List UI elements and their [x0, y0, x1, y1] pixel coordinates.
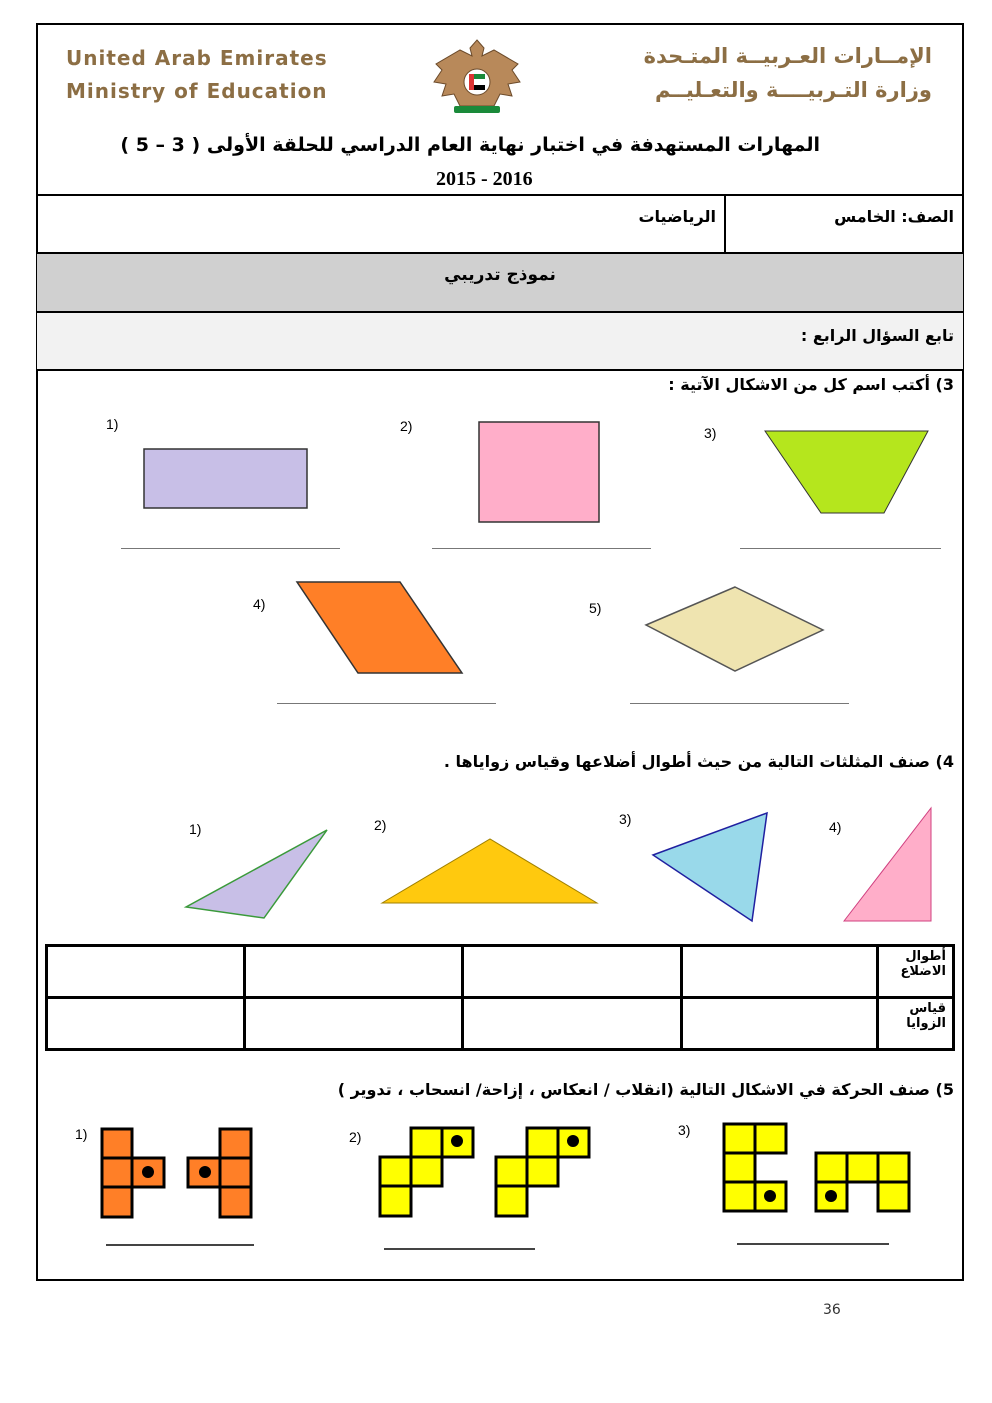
- triangle-label: 1): [189, 821, 202, 837]
- figure-label: 1): [75, 1126, 88, 1142]
- q5-text: 5) صنف الحركة في الاشكال التالية (انقلاب / انعكاس ، إزاحة/ انسحاب ، تدوير ): [337, 1080, 954, 1099]
- row-label-angles: قياس الزوايا: [878, 998, 954, 1050]
- subject-label: الرياضيات: [638, 207, 716, 226]
- classification-table: [45, 944, 955, 1051]
- answer-cell[interactable]: [682, 946, 878, 998]
- uae-english: United Arab Emirates: [66, 46, 328, 70]
- shape-label: 5): [589, 600, 602, 616]
- triangle-label: 3): [619, 811, 632, 827]
- section-title: تابع السؤال الرابع :: [800, 326, 954, 345]
- answer-cell[interactable]: [47, 946, 245, 998]
- q4-text: 4) صنف المثلثات التالية من حيث أطوال أضلاعها وقياس زواياها .: [443, 752, 954, 771]
- answer-cell[interactable]: [47, 998, 245, 1050]
- trapezoid-shape: [765, 431, 928, 513]
- shape-label: 4): [253, 596, 266, 612]
- motion-figure-2: [380, 1128, 589, 1216]
- answer-cell[interactable]: [682, 998, 878, 1050]
- figure-label: 2): [349, 1129, 362, 1145]
- answer-cell[interactable]: [463, 998, 682, 1050]
- motion-figure-3: [724, 1124, 909, 1211]
- triangle-2-shape: [382, 839, 597, 903]
- parallelogram-shape: [297, 582, 462, 673]
- practice-banner: نموذج تدريبي: [444, 265, 556, 285]
- ministry-english: Ministry of Education: [66, 79, 328, 103]
- q3-text: 3) أكتب اسم كل من الاشكال الآتية :: [668, 375, 954, 394]
- answer-line[interactable]: [740, 548, 941, 549]
- answer-cell[interactable]: [245, 998, 463, 1050]
- row-label-sides: أطوال الاضلاع: [878, 946, 954, 998]
- exam-year: 2015 - 2016: [436, 168, 533, 190]
- grade-label: الصف: الخامس: [834, 207, 954, 226]
- answer-line[interactable]: [121, 548, 340, 549]
- answer-line[interactable]: [384, 1248, 535, 1250]
- motion-figure-1: [102, 1129, 251, 1217]
- shape-label: 2): [400, 418, 413, 434]
- answer-line[interactable]: [737, 1243, 889, 1245]
- answer-cell[interactable]: [463, 946, 682, 998]
- ministry-arabic: وزارة التـربيــــة والتعـليــم: [655, 78, 932, 102]
- shape-label: 3): [704, 425, 717, 441]
- triangle-label: 4): [829, 819, 842, 835]
- square-shape: [479, 422, 599, 522]
- triangle-3-shape: [653, 813, 767, 921]
- shape-label: 1): [106, 416, 119, 432]
- triangle-1-shape: [186, 830, 327, 918]
- uae-arabic: الإمــارات العـربيــة المتـحدة: [643, 44, 932, 68]
- answer-line[interactable]: [432, 548, 651, 549]
- rectangle-shape: [144, 449, 307, 508]
- triangle-label: 2): [374, 817, 387, 833]
- page-number: 36: [823, 1302, 841, 1318]
- exam-title: المهارات المستهدفة في اختبار نهاية العام الدراسي للحلقة الأولى ( 3 – 5 ): [120, 134, 820, 156]
- triangle-4-shape: [844, 808, 931, 921]
- answer-line[interactable]: [630, 703, 849, 704]
- answer-cell[interactable]: [245, 946, 463, 998]
- rhombus-shape: [646, 587, 823, 671]
- answer-line[interactable]: [277, 703, 496, 704]
- figure-label: 3): [678, 1122, 691, 1138]
- answer-line[interactable]: [106, 1244, 254, 1246]
